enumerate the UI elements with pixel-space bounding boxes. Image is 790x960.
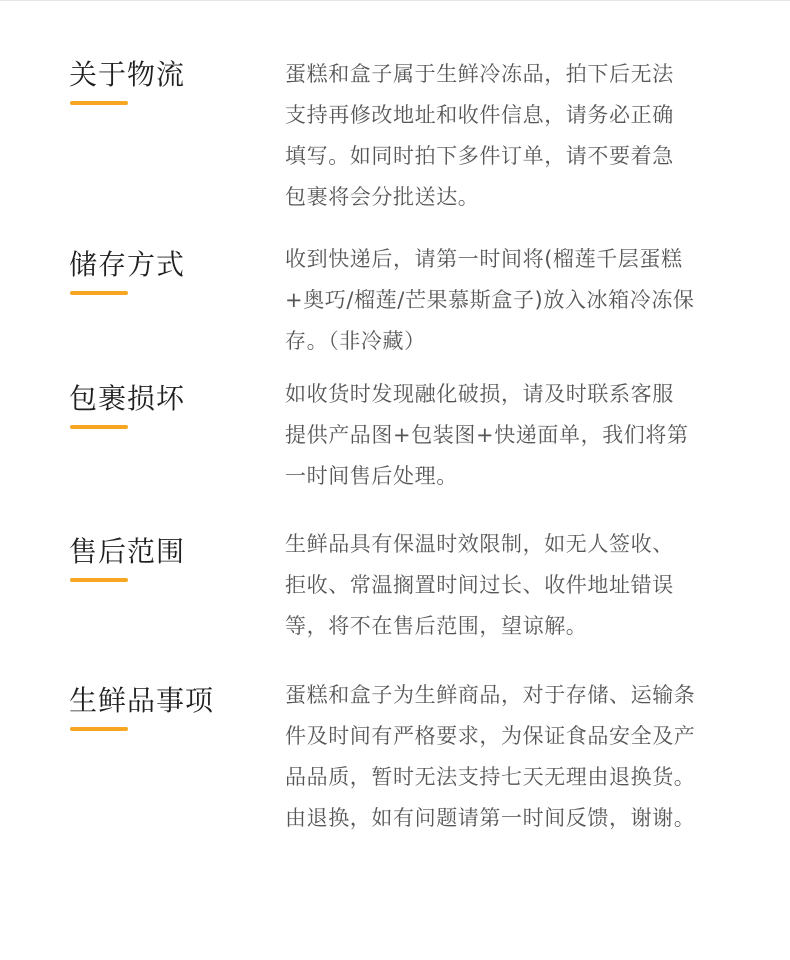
- section-title-underline: [70, 101, 128, 105]
- section-body-storage: 收到快递后，请第一时间将(榴莲千层蛋糕 +奥巧/榴莲/芒果慕斯盒子)放入冰箱冷冻保 存。（非冷藏）: [285, 247, 695, 353]
- top-divider: [0, 0, 790, 1]
- section-title-underline: [70, 425, 128, 429]
- section-body-fresh-product-notes: 蛋糕和盒子为生鲜商品，对于存储、运输条 件及时间有严格要求，为保证食品安全及产 品品质，暂时无法支持七天无理由退换货。 由退换，如有问题请第一时间反馈，谢谢。: [285, 683, 696, 830]
- section-title-after-sales-scope: 售后范围: [69, 535, 186, 568]
- section-title-underline: [70, 291, 128, 295]
- section-title-fresh-product-notes: 生鲜品事项: [69, 684, 215, 717]
- section-body-after-sales-scope: 生鲜品具有保温时效限制，如无人签收、 拒收、常温搁置时间过长、收件地址错误 等，将不在售后范围，望谅解。: [285, 532, 674, 638]
- section-title-underline: [70, 578, 128, 582]
- section-body-logistics: 蛋糕和盒子属于生鲜冷冻品，拍下后无法 支持再修改地址和收件信息，请务必正确 填写。如同时拍下多件订单，请不要着急 包裹将会分批送达。: [285, 62, 674, 209]
- section-title-logistics: 关于物流: [69, 58, 186, 91]
- section-title-storage: 储存方式: [69, 248, 186, 281]
- section-body-package-damage: 如收货时发现融化破损，请及时联系客服 提供产品图+包装图+快递面单，我们将第 一时间售后处理。: [285, 382, 689, 488]
- section-title-package-damage: 包裹损坏: [69, 382, 186, 415]
- section-title-underline: [70, 727, 128, 731]
